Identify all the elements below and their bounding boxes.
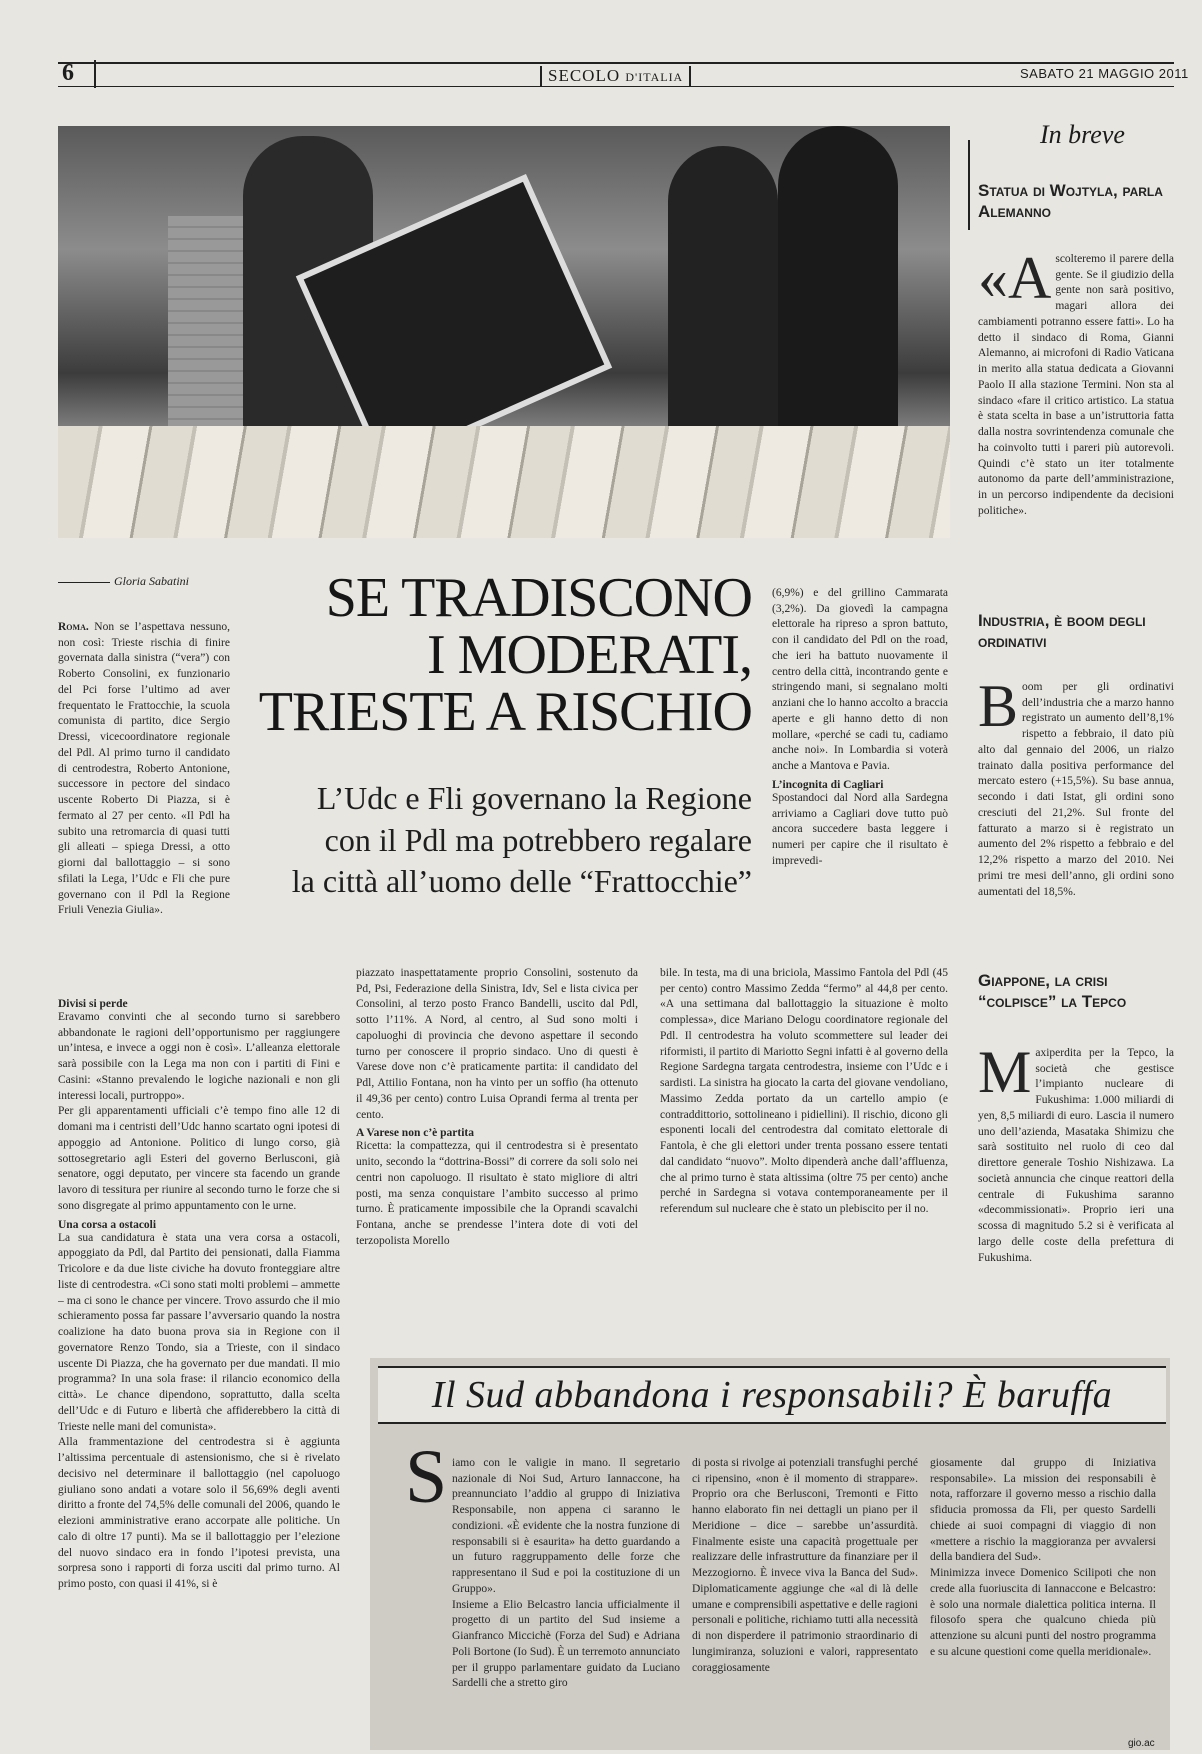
header-rule-bottom [58,86,1174,87]
brief-title: Industria, è boom degli ordinativi [978,611,1146,652]
subsection-title: A Varese non c’è partita [356,1127,474,1140]
masthead [540,66,691,86]
subsection-title: Una corsa a ostacoli [58,1218,157,1231]
article-column-3: bile. In testa, ma di una briciola, Massimo Fantola del Pdl (45 per cento) contro Massimo Zedda “fermo” al 44,8 per cento. «A una settimana dal ballottaggio la situazione è molto complessa», dice Mariano Delogu coordinatore regionale del Pdl. Il centrodestra ha voluto scommettere sul leader dei riformisti, il partito di Mariotto Segni infatti è al governo della Regione Sardegna targata centrodestra, insieme con l’Udc e i sardisti. La sinistra ha giocato la carta del giovane vendoliano, Massimo Zedda portato da un cartello ampio (e contraddittorio, sottolineano i pidiellini). Il rischio, dicono gli esponenti locali del centrodestra dal comitato elettorale di Fantola, è che gli elettori under trenta possano essere tentati dal candidato “nuovo”. Molto dipenderà anche dall’affluenza, che al primo turno è stata altissima (oltre 75 per cento) anche perché in Sardegna si votava contemporaneamente per il referendum sul nucleare che è stato un plebiscito per il no. [660,966,948,1215]
masthead-suffix: D'ITALIA [625,70,684,84]
byline: Gloria Sabatini [58,574,189,589]
article-column-3-top: (6,9%) e del grillino Cammarata (3,2%). Da giovedì la campagna elettorale ha ripreso a spron battuto, con il candidato del Pdl on the road, che ieri ha battuto nuovamente il centro della città, incontrando gente e stringendo mani, si segnalano molti anziani che lo hanno accolto a braccia aperte e gli hanno detto di non mollare, «perché se cadi tu, cadiamo anche noi». In Lombardia si voterà anche a Mantova e Pavia. L’incognita di Cagliari Spostandoci dal Nord alla Sardegna arriviamo a Cagliari dove tutto può ancora succedere basta leggere i numeri per capire che il risultato è imprevedi- [772,586,948,867]
brief-title: Statua di Wojtyla, parla Alemanno [978,181,1163,222]
sidebar-rule [968,140,970,230]
subsection-title: Divisi si perde [58,997,128,1010]
article-column-intro: Roma. Non se l’aspettava nessuno, non così: Trieste rischia di finire governata dalla sinistra (“vera”) con Roberto Consolini, ex funzionario del Pci forse l’ultimo ad aver frequentato le Frattocchie, la scuola comunista di partito, dice Sergio Dressi, vicecoordinatore regionale del Pdl. Al primo turno il candidato di centrodestra, Roberto Antonione, successore in pectore del sindaco uscente Roberto Di Piazza, si è fermato al 27 per cento. «Il Pdl ha subito una retromarcia di quasi tutti gli alleati – spiega Dressi, a otto giorni dal ballottaggio – si sono sfilati la Lega, l’Udc e Fli che pure governano con il Pdl la Regione Friuli Venezia Giulia». [58,620,230,917]
ballot-counting-photo [58,126,950,538]
drop-cap: S [405,1435,448,1519]
page-number: 6 [62,60,96,88]
masthead-name: SECOLO [548,66,621,85]
brief-text: Maxiperdita per la Tepco, la società che gestisce l’impianto nucleare di Fukushima: 1.000 miliardi di yen, 8,5 miliardi di euro. Lascia il numero uno dell’azienda, Masataka Shimizu che sarà sostituito nel ruolo di ceo dal direttore generale Toshio Nishizawa. La società annuncia che cinque reattori della centrale di Fukushima saranno «decommissionati». Proprio ieri una scossa di magnitudo 5.2 si è verificata al largo delle coste della prefettura di Fukushima. [978,1038,1174,1264]
dateline: Roma. [58,620,89,633]
sidebar-heading: In breve [1040,120,1125,149]
brief-title: Giappone, la crisi “colpisce” la Tepco [978,971,1127,1012]
issue-date: SABATO 21 MAGGIO 2011 [1020,66,1189,81]
author-signature: gio.ac [1128,1738,1155,1749]
sud-column-1: iamo con le valigie in mano. Il segretario nazionale di Noi Sud, Arturo Iannaccone, ha preannunciato l’addio al gruppo di Iniziativa Responsabile, non appena ci saranno le condizioni. «È evidente che la nostra funzione di responsabili si è esaurita» ha detto guardando a un futuro raggruppamento delle forze che rappresentano il Sud e poi la costituzione di un Gruppo». Insieme a Elio Belcastro lancia ufficialmente il progetto di un partito del Sud insieme a Gianfranco Miccichè (Forza del Sud) e Adriana Poli Bortone (Io Sud). È un terremoto annunciato per il gruppo parlamentare guidato da Luciano Sardelli che a stretto giro [452,1456,680,1690]
brief-text: «Ascolteremo il parere della gente. Se il giudizio della gente non sarà positivo, magari allora dei cambiamenti potranno essere fatti». Lo ha detto il sindaco di Roma, Gianni Alemanno, ai microfoni di Radio Vaticana in merito alla statua dedicata a Giovanni Paolo II alla stazione Termini. Non sta al sindaco «fare il critico artistico. La statua è stata scelta in base a un’istruttoria fatta dalla nostra sovrintendenza comunale che ha coinvolto tutti i pareri più autorevoli. Quindi c’è stato un iter totalmente autonomo da parte dell’amministrazione, in un percorso indipendente da decisioni politiche». [978,244,1174,517]
headline: SE TRADISCONO I MODERATI, TRIESTE A RISCHIO [258,567,752,744]
brief-text: Boom per gli ordinativi dell’industria che a marzo hanno registrato un aumento dell’8,1% rispetto a febbraio, il dato più alto dal gennaio del 2006, un rialzo trainato dalla positiva performance del mercato estero (+15,5%). Su base annua, secondo i dati Istat, gli ordini sono cresciuti del 21,2%. Sul fronte del fatturato a marzo si è registrato un aumento del 2% rispetto a febbraio e del 12,2% rispetto a marzo del 2010. Nei primi tre mesi dell’anno, gli ordini sono aumentati del 18,5%. [978,672,1174,898]
article-column-2: piazzato inaspettatamente proprio Consolini, sostenuto da Pd, Psi, Federazione della Sinistra, Idv, Sel e lista civica per Consolini, al terzo posto Franco Bandelli, uscito dal Pdl, sotto l’11%. A Nord, al centro, al Sud sono molti i capoluoghi di provincia che devono aspettare il secondo turno per conoscere il proprio sindaco. Uno di questi è Varese dove non c’è praticamente partita: il candidato del Pdl, Attilio Fontana, non ha vinto per un soffio (ha ottenuto il 49,36 per cento) contro Luisa Oprandi ferma al trenta per cento. A Varese non c’è partita Ricetta: la compattezza, qui il centrodestra si è presentato unito, secondo la “dottrina-Bossi” di correre da soli solo nei centri non capoluogo. Il risultato è stato migliore di altri posti, ma senza conquistare l’ambito successo al primo turno. È praticamente impossibile che la Oprandi scavalchi Fontana, anche se prendesse l’intera dote di voti del terzopolista Morello [356,966,638,1247]
subheadline: L’Udc e Fli governano la Regione con il Pdl ma potrebbero regalare la città all’uomo delle “Frattocchie” [291,780,752,900]
subsection-title: L’incognita di Cagliari [772,778,884,791]
sud-column-2: di posta si rivolge ai potenziali transfughi perché ci ripensino, «non è il momento di strappare». Proprio ora che Berlusconi, Tremonti e Fitto hanno elaborato fin nei dettagli un piano per il Meridione – dice – sarebbe un’assurdità. Finalmente esiste una capacità progettuale per realizzare delle infrastrutture da finanziare per il Mezzogiorno. È invece viva la Banca del Sud». Diplomaticamente aggiunge che «al di là delle umane e comprensibili aspettative e delle ragioni personali e politiche, richiamo tutti alla necessità di non disperdere il patrimonio straordinario di lungimiranza, soluzioni e valori, rappresentato coraggiosamente [692,1456,918,1674]
sud-column-3: giosamente dal gruppo di Iniziativa responsabile». La mission dei responsabili è nota, rafforzare il governo messo a rischio dalla sfiducia promossa da Fli, per questo Sardelli chiede ai suoi compagni di viaggio di non «mettere a rischio la maggioranza per avvalersi della bandiera del Sud». Minimizza invece Domenico Scilipoti che non crede alla fuoriuscita di Iannaccone e Belcastro: è solo una normale dialettica politica interna. Il filosofo spera che qualcuno chieda più attenzione su alcuni punti del nostro programma e su alcune questioni come quella meridionale». [930,1456,1156,1658]
header-rule [58,62,1174,64]
article-column-1: Divisi si perde Eravamo convinti che al secondo turno si sarebbero abbandonate le ragioni dell’opportunismo per raggiungere un’intesa, e invece a oggi non è così». L’alleanza elettorale sarà possibile con la Lega ma non con i partiti di Fini e Casini: «Stanno prevalendo le logiche nazionali e non gli interessi locali, purtroppo». Per gli apparentamenti ufficiali c’è tempo fino alle 12 di domani ma i centristi dell’Udc hanno scartato ogni ipotesi di appoggio ad Antonione. Politico di lungo corso, già sottosegretario agli Esteri del governo Berlusconi, già senatore, oggi deputato, per vincere sta facendo un grande lavoro di tessitura per riunire al secondo turno le forze che si sono disgregate al primo appuntamento con le urne. Una corsa a ostacoli La sua candidatura è stata una vera corsa a ostacoli, appoggiato da Pdl, dal Partito dei pensionati, dalla Fiamma Tricolore e da due liste civiche ha dovuto fronteggiare altre liste di centrodestra. «Ci sono stati molti problemi – ammette – ma ci sono le chance per vincere. Trovo assurdo che il mio schieramento possa far passare l’avversario quando la nostra coalizione ha dato buona prova sia in Regione con il governatore Renzo Tondo, sia a Trieste, con il sindaco uscente Di Piazza, che ha governato per due mandati. Il mio programma? In una sola frase: il rilancio economico della città». Le chance dipendono, soprattutto, dalla scelta dell’Udc e di Futuro e libertà che affiderebbero la città di Trieste nelle mani del comunista». Alla frammentazione del centrodestra si è aggiunta l’altissima percentuale di astensionismo, che si è rivelato decisivo nel determinare il ballottaggio (nel capoluogo giuliano sono andati a votare solo il 56,69% degli aventi diritto a fronte del 74,5% delle comunali del 2006, quando le elezioni amministrative erano accorpate alle politiche. Un calo di oltre 17 punti). Ma se il ballottaggio per l’elezione del nuovo sindaco era in fondo l’ipotesi prevista, una sorpresa sono i rapporti di forza usciti dal primo turno. Al primo posto, con quasi il 41%, si è [58,997,340,1590]
sud-headline: Il Sud abbandona i responsabili? È baruffa [378,1366,1166,1424]
